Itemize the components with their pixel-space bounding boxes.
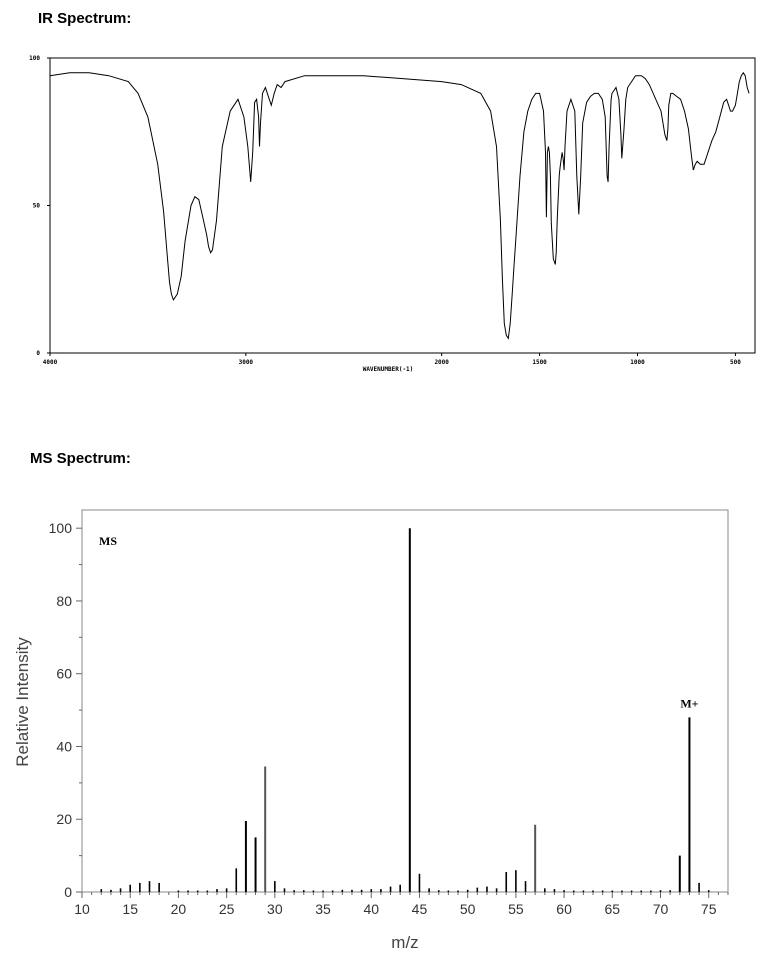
ms-x-tick-label: 30	[267, 901, 283, 917]
ms-x-tick-label: 35	[315, 901, 331, 917]
ms-x-tick-label: 45	[411, 901, 428, 917]
ir-y-tick-label: 100	[29, 55, 40, 62]
ir-y-tick-label: 0	[36, 350, 40, 357]
ms-y-tick-label: 40	[56, 738, 72, 755]
ir-x-tick-label: 3000	[238, 359, 254, 366]
ms-spectrum-heading: MS Spectrum:	[30, 450, 131, 467]
ms-y-tick-label: 60	[56, 665, 72, 682]
ms-y-axis-label: Relative Intensity	[13, 637, 32, 767]
ir-y-tick-label: 50	[32, 202, 40, 210]
ir-x-tick-label: 1000	[630, 359, 645, 366]
ms-x-tick-label: 20	[170, 901, 187, 917]
ms-x-axis-label: m/z	[391, 933, 419, 952]
ms-x-tick-label: 40	[363, 901, 380, 917]
ms-x-tick-label: 25	[218, 901, 235, 917]
ms-y-tick-label: 80	[56, 592, 72, 609]
ir-x-tick-label: 500	[729, 359, 741, 366]
ms-y-tick-label: 20	[56, 811, 72, 828]
ms-y-tick-label: 0	[64, 884, 72, 900]
ir-spectrum-heading: IR Spectrum:	[38, 10, 132, 27]
ms-chart-title: MS	[99, 534, 117, 548]
ms-x-tick-label: 75	[700, 901, 717, 917]
ms-x-tick-label: 65	[604, 901, 621, 917]
ms-x-tick-label: 70	[652, 901, 669, 917]
ir-x-tick-label: 1500	[532, 359, 547, 366]
ms-x-tick-label: 50	[459, 901, 476, 917]
ms-x-tick-label: 10	[74, 901, 90, 917]
molecular-ion-annotation: M+	[680, 696, 699, 711]
ms-x-tick-label: 55	[508, 901, 524, 917]
ms-y-tick-label: 100	[48, 520, 72, 537]
ir-x-tick-label: 4000	[42, 359, 58, 366]
ir-x-tick-label: 2000	[434, 359, 449, 366]
ms-x-tick-label: 15	[122, 901, 138, 917]
ir-x-axis-label: WAVENUMBER(-1)	[362, 366, 414, 373]
ms-plot-frame	[82, 510, 728, 892]
ms-x-tick-label: 60	[556, 901, 572, 917]
